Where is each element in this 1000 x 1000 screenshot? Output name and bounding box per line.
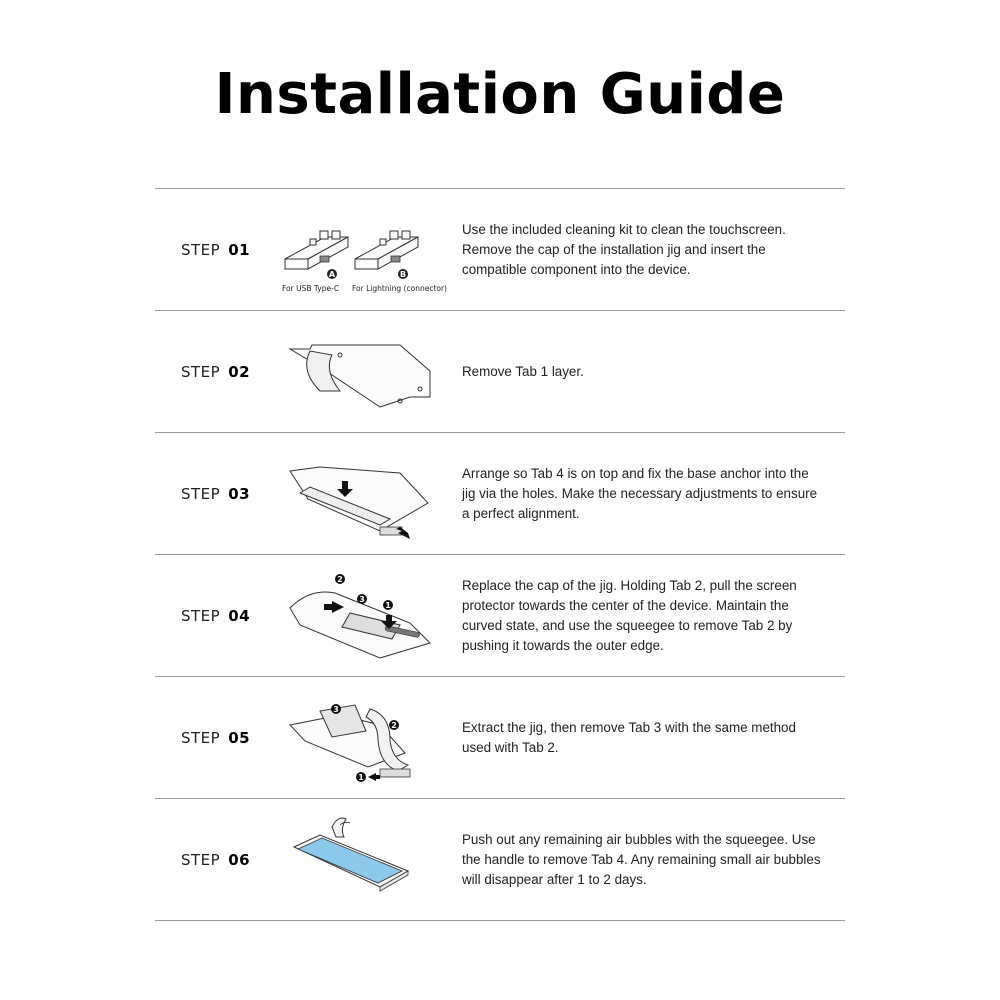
remove-tab-1-illustration <box>280 319 450 424</box>
lightning-component <box>391 256 400 262</box>
step-word: STEP <box>181 850 221 869</box>
step-04-description: Replace the cap of the jig. Holding Tab 2, pull the screen protector towards the center of the device. Maintain the curved state, and use the squeegee to remove Tab 2 by pushing it towards the outer edge. <box>462 577 797 653</box>
badge-text: 2 <box>391 721 397 730</box>
extract-jig-illustration <box>280 685 450 790</box>
step-number: 02 <box>228 362 251 381</box>
step-number: 04 <box>228 606 251 625</box>
step-number: 03 <box>228 484 251 503</box>
step-03-label <box>181 485 250 503</box>
remove-tab-4-illustration <box>280 807 450 912</box>
jig <box>380 769 410 777</box>
badge-text: 1 <box>358 773 364 782</box>
step-06-row <box>155 799 845 921</box>
step-01-label <box>181 241 250 259</box>
step-05-row <box>155 677 845 799</box>
step-04-row <box>155 555 845 677</box>
protector-sheet <box>290 467 428 531</box>
caption-lightning: For Lightning (connector) <box>352 284 447 293</box>
step-number: 05 <box>228 728 251 747</box>
step-02-row <box>155 311 845 433</box>
page-title: Installation Guide <box>214 62 786 127</box>
step-05-description: Extract the jig, then remove Tab 3 with the same method used with Tab 2. <box>462 719 796 755</box>
step-number: 01 <box>228 240 251 259</box>
step-06-description: Push out any remaining air bubbles with the squeegee. Use the handle to remove Tab 4. Any remaining small air bubbles will disappear after 1 to 2 days. <box>462 831 821 887</box>
step-word: STEP <box>181 484 221 503</box>
badge-text: 3 <box>359 595 365 604</box>
step-06-label <box>181 851 250 869</box>
badge-text: 1 <box>385 601 391 610</box>
step-word: STEP <box>181 606 221 625</box>
jig-components-illustration <box>280 197 450 302</box>
step-number: 06 <box>228 850 251 869</box>
step-02-description: Remove Tab 1 layer. <box>462 363 584 379</box>
step-01-row <box>155 188 845 311</box>
installation-steps <box>155 188 845 921</box>
step-01-description: Use the included cleaning kit to clean the touchscreen. Remove the cap of the installation jig and insert the compatible component into the device. <box>462 221 786 277</box>
step-05-label <box>181 729 250 747</box>
left-arrow-icon <box>368 773 380 781</box>
badge-text: 2 <box>337 575 343 584</box>
tab-4-handle <box>332 818 346 837</box>
insert-arrow-icon <box>396 527 410 539</box>
badge-text: 3 <box>333 705 339 714</box>
step-word: STEP <box>181 240 221 259</box>
step-02-label <box>181 363 250 381</box>
badge-b-text: B <box>399 270 407 279</box>
pull-tab-2-illustration <box>280 563 450 668</box>
step-03-row <box>155 433 845 555</box>
arrange-on-jig-illustration <box>280 441 450 546</box>
badge-a-text: A <box>328 270 336 279</box>
caption-usb-type-c: For USB Type-C <box>282 284 340 293</box>
step-04-label <box>181 607 250 625</box>
usb-c-component <box>320 256 329 262</box>
applied-protector <box>298 838 402 883</box>
step-word: STEP <box>181 728 221 747</box>
step-03-description: Arrange so Tab 4 is on top and fix the base anchor into the jig via the holes. Make the necessary adjustments to ensure a perfect alignment. <box>462 465 818 521</box>
step-word: STEP <box>181 362 221 381</box>
